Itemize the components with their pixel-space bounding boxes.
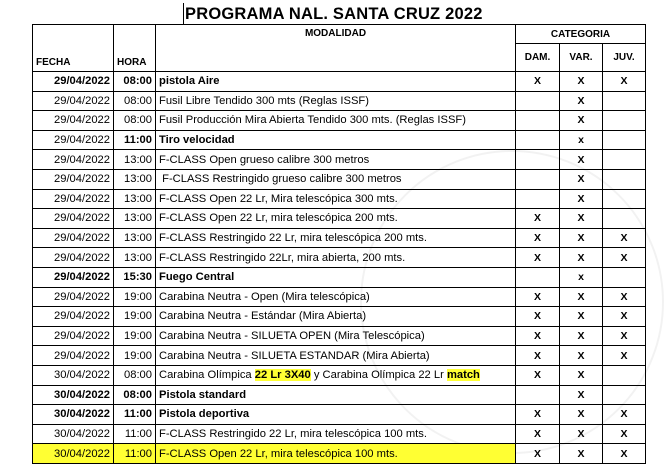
cell-fecha: 29/04/2022 [33,111,114,131]
cell-dam [516,385,560,405]
program-table [32,24,646,464]
cell-modalidad: Fusil Libre Tendido 300 mts (Reglas ISSF) [156,91,516,111]
cell-dam: X [516,307,560,327]
cell-modalidad: F-CLASS Restringido 22 Lr, mira telescópica 100 mts. [156,424,516,444]
cell-juv [603,209,646,229]
cell-modalidad: Carabina Neutra - SILUETA OPEN (Mira Telescópica) [156,326,516,346]
cell-var: X [560,287,603,307]
cell-hora: 08:00 [114,365,156,385]
cell-var: X [560,189,603,209]
cell-juv: X [603,248,646,268]
cell-juv [603,169,646,189]
cell-hora: 15:30 [114,267,156,287]
cell-var: X [560,91,603,111]
cell-juv [603,385,646,405]
cell-juv [603,365,646,385]
header-row-1 [33,25,646,44]
cell-dam: X [516,326,560,346]
cell-var: X [560,111,603,131]
cell-dam [516,91,560,111]
table-row [33,228,646,248]
cell-fecha: 29/04/2022 [33,248,114,268]
cell-juv: X [603,424,646,444]
header-var: VAR. [560,44,603,72]
cell-modalidad: pistola Aire [156,72,516,92]
cell-modalidad: F-CLASS Restringido grueso calibre 300 metros [156,169,516,189]
cell-hora: 13:00 [114,228,156,248]
cell-modalidad: Pistola standard [156,385,516,405]
table-row [33,365,646,385]
cell-hora: 13:00 [114,150,156,170]
table-row [33,267,646,287]
cell-fecha: 29/04/2022 [33,287,114,307]
cell-modalidad: F-CLASS Restringido 22 Lr, mira telescópica 200 mts. [156,228,516,248]
cell-fecha: 30/04/2022 [33,424,114,444]
modalidad-text: Carabina Olímpica [159,369,255,382]
modalidad-text: y Carabina Olímpica 22 Lr [310,369,447,382]
cell-var: X [560,405,603,425]
cell-var: X [560,326,603,346]
table-row [33,385,646,405]
cell-juv [603,150,646,170]
cell-hora: 19:00 [114,326,156,346]
cell-hora: 19:00 [114,307,156,327]
cell-juv: X [603,346,646,366]
cell-modalidad: Pistola deportiva [156,405,516,425]
cell-fecha: 30/04/2022 [33,405,114,425]
page-title: PROGRAMA NAL. SANTA CRUZ 2022 [185,5,483,23]
cell-fecha: 29/04/2022 [33,189,114,209]
table-row [33,130,646,150]
cell-dam: X [516,424,560,444]
cell-modalidad: Carabina Neutra - Estándar (Mira Abierta) [156,307,516,327]
header-juv: JUV. [603,44,646,72]
cell-modalidad: F-CLASS Open 22 Lr, Mira telescópica 300 mts. [156,189,516,209]
cell-dam: X [516,346,560,366]
cell-fecha: 29/04/2022 [33,209,114,229]
table-row [33,209,646,229]
cell-var: X [560,150,603,170]
cell-dam [516,130,560,150]
cell-var: X [560,365,603,385]
cell-fecha: 30/04/2022 [33,365,114,385]
highlighted-text: 22 Lr 3X40 [254,369,311,382]
cell-dam: X [516,287,560,307]
table-row [33,444,646,464]
cell-fecha: 29/04/2022 [33,346,114,366]
highlighted-text: match [446,369,480,382]
cell-dam: X [516,365,560,385]
cell-fecha: 29/04/2022 [33,150,114,170]
cell-dam: X [516,228,560,248]
table-row [33,424,646,444]
cell-var: x [560,130,603,150]
cell-hora: 19:00 [114,346,156,366]
cell-fecha: 29/04/2022 [33,307,114,327]
cell-juv [603,111,646,131]
cell-hora: 08:00 [114,72,156,92]
cell-juv [603,267,646,287]
cell-juv: X [603,72,646,92]
cell-hora: 11:00 [114,444,156,464]
cell-hora: 19:00 [114,287,156,307]
table-row [33,150,646,170]
cell-fecha: 29/04/2022 [33,169,114,189]
table-row [33,72,646,92]
header-categoria: CATEGORIA [516,25,646,44]
cell-var: X [560,385,603,405]
cell-fecha: 29/04/2022 [33,267,114,287]
cell-var: X [560,169,603,189]
table-row [33,326,646,346]
cell-juv [603,91,646,111]
cell-dam [516,169,560,189]
cell-hora: 08:00 [114,385,156,405]
header-hora: HORA [114,25,156,72]
cell-hora: 13:00 [114,248,156,268]
cell-hora: 11:00 [114,130,156,150]
cell-juv: X [603,307,646,327]
table-row [33,405,646,425]
cell-dam: X [516,444,560,464]
table-row [33,346,646,366]
cell-modalidad: Fuego Central [156,267,516,287]
cell-var: X [560,209,603,229]
cell-fecha: 29/04/2022 [33,130,114,150]
cell-fecha: 29/04/2022 [33,228,114,248]
cell-dam: X [516,405,560,425]
cell-modalidad: Tiro velocidad [156,130,516,150]
cell-modalidad: F-CLASS Open 22 Lr, mira telescópica 100 mts. [156,444,516,464]
cell-modalidad [156,365,516,385]
cell-modalidad: Fusil Producción Mira Abierta Tendido 300 mts. (Reglas ISSF) [156,111,516,131]
cell-dam: X [516,209,560,229]
cell-modalidad: F-CLASS Restringido 22Lr, mira abierta, 200 mts. [156,248,516,268]
header-modalidad: MODALIDAD [156,25,516,72]
table-row [33,91,646,111]
cell-hora: 08:00 [114,91,156,111]
cell-var: X [560,346,603,366]
cell-dam [516,150,560,170]
cell-fecha: 30/04/2022 [33,385,114,405]
table-row [33,307,646,327]
cell-dam: X [516,72,560,92]
cell-var: X [560,228,603,248]
cell-hora: 11:00 [114,405,156,425]
cell-modalidad: F-CLASS Open grueso calibre 300 metros [156,150,516,170]
cell-var: X [560,444,603,464]
cell-juv: X [603,405,646,425]
table-row [33,169,646,189]
cell-modalidad: F-CLASS Open 22 Lr, mira telescópica 200 mts. [156,209,516,229]
cell-juv [603,130,646,150]
cell-hora: 08:00 [114,111,156,131]
cell-juv [603,189,646,209]
cell-juv: X [603,444,646,464]
cell-hora: 13:00 [114,209,156,229]
cell-hora: 11:00 [114,424,156,444]
cell-dam [516,267,560,287]
cell-juv: X [603,287,646,307]
cell-juv: X [603,326,646,346]
table-row [33,248,646,268]
table-row [33,189,646,209]
cell-fecha: 29/04/2022 [33,91,114,111]
header-fecha: FECHA [33,25,114,72]
cell-modalidad: Carabina Neutra - SILUETA ESTANDAR (Mira Abierta) [156,346,516,366]
table-row [33,287,646,307]
cell-dam [516,189,560,209]
header-dam: DAM. [516,44,560,72]
cell-juv: X [603,228,646,248]
cell-var: x [560,267,603,287]
cell-var: X [560,248,603,268]
cell-fecha: 30/04/2022 [33,444,114,464]
cell-hora: 13:00 [114,189,156,209]
table-row [33,111,646,131]
cell-var: X [560,72,603,92]
cell-modalidad: Carabina Neutra - Open (Mira telescópica) [156,287,516,307]
cell-var: X [560,424,603,444]
cell-fecha: 29/04/2022 [33,72,114,92]
cell-dam: X [516,248,560,268]
cell-dam [516,111,560,131]
cell-var: X [560,307,603,327]
cell-fecha: 29/04/2022 [33,326,114,346]
cell-hora: 13:00 [114,169,156,189]
